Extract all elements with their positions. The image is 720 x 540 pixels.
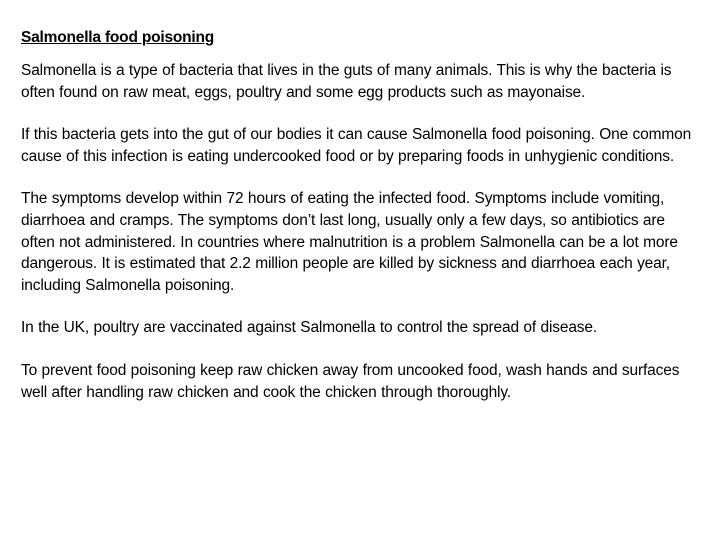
document-title: Salmonella food poisoning — [21, 29, 215, 46]
paragraph-prevention: To prevent food poisoning keep raw chicken away from uncooked food, wash hands and surfaces well after handling raw chicken and cook the chicken through thoroughly. — [21, 361, 680, 401]
paragraph-intro: Salmonella is a type of bacteria that lives in the guts of many animals. This is why the bacteria is often found on raw meat, eggs, poultry and some egg products such as mayonaise. — [21, 62, 672, 101]
paragraph-symptoms: The symptoms develop within 72 hours of eating the infected food. Symptoms include vomiting, diarrhoea and cramps. The symptoms don’t last long, usually only a few days, so antibiotics are often not administered. In countries where malnutrition is a problem Salmonella can be a lot more dangerous. It is estimated that 2.2 million people are killed by sickness and diarrhoea each year, including Salmonella poisoning. — [21, 190, 678, 294]
document-body — [21, 27, 701, 424]
paragraph-infection-cause: If this bacteria gets into the gut of our bodies it can cause Salmonella food poisoning. One common cause of this infection is eating undercooked food or by preparing foods in unhygienic conditions. — [21, 126, 692, 165]
paragraph-uk-vaccination: In the UK, poultry are vaccinated against Salmonella to control the spread of disease. — [21, 319, 598, 337]
